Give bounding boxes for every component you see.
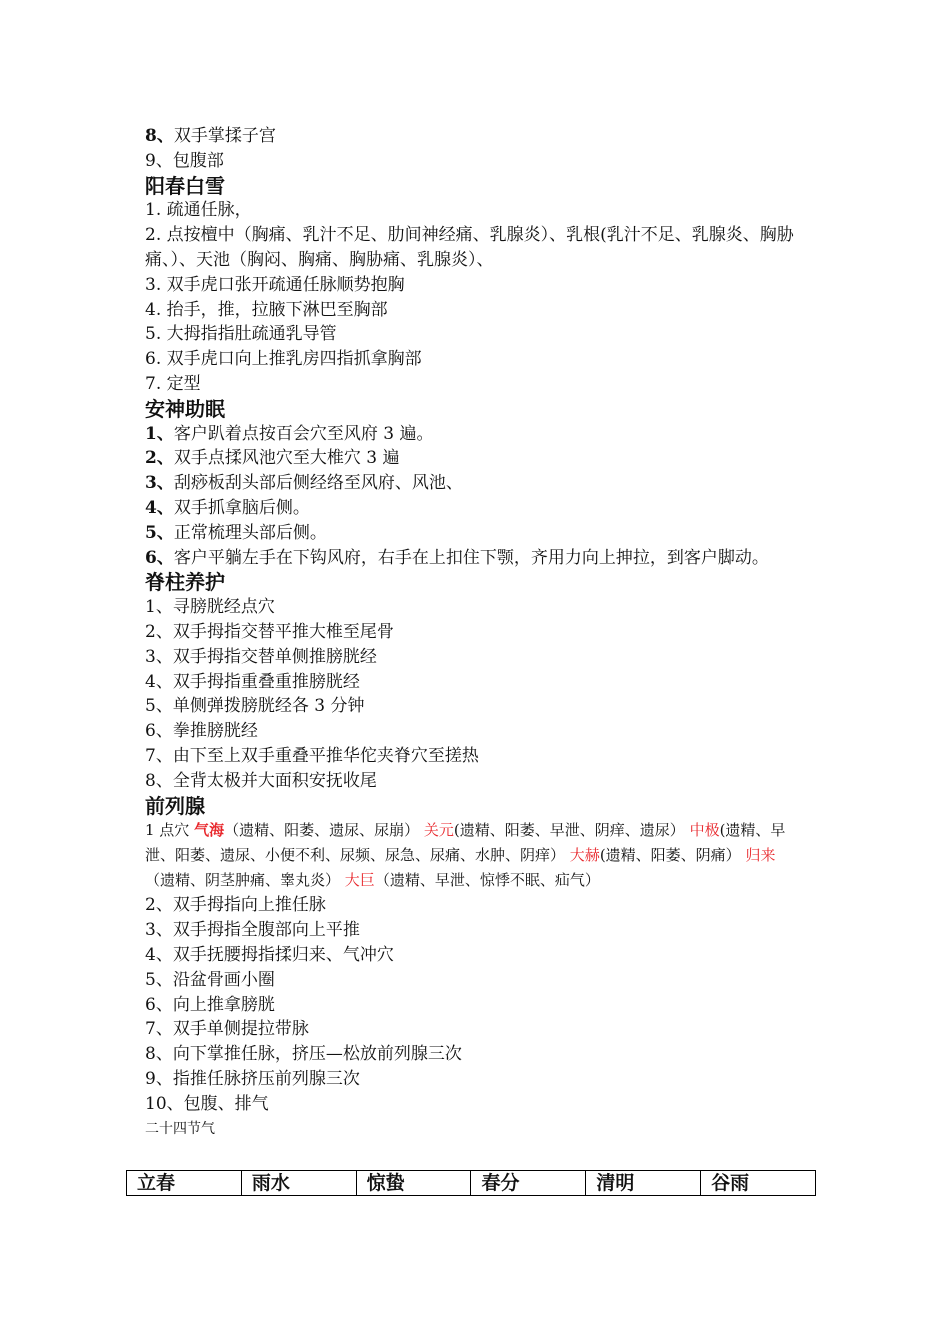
list-item: 2、双手拇指交替平推大椎至尾骨 xyxy=(145,621,394,642)
document-body xyxy=(145,124,805,1140)
acupoint-name: 中极 xyxy=(689,821,720,840)
list-item: 1. 疏通任脉， xyxy=(145,200,252,221)
solar-terms-label: 二十四节气 xyxy=(145,1121,215,1138)
list-item: 4、双手拇指重叠重推膀胱经 xyxy=(145,671,360,692)
list-item: 2、双手拇指向上推任脉 xyxy=(145,895,326,916)
section-title-jizhu: 脊柱养护 xyxy=(145,570,225,595)
list-item: 3、刮痧板刮头部后侧经络至风府、风池、 xyxy=(145,473,463,494)
list-item: 6、向上推拿膀胱 xyxy=(145,994,275,1015)
list-item: 6. 双手虎口向上推乳房四指抓拿胸部 xyxy=(145,349,422,370)
section-title-anshen: 安神助眠 xyxy=(145,396,225,421)
list-item: 4、双手抓拿脑后侧。 xyxy=(145,497,310,518)
list-item: 8、向下掌推任脉，挤压—松放前列腺三次 xyxy=(145,1044,462,1065)
acupoint-paragraph: 1 点穴 气海（遗精、阳萎、遗尿、尿崩） 关元(遗精、阳萎、早泄、阴痒、遗尿） 中极(遗精、早泄、阳萎、遗尿、小便不利、尿频、尿急、尿痛、水肿、阴痒） 大赫(遗精、阳萎、阴痛） 归来（遗精、阴茎肿痛、睾丸炎） 大巨（遗精、早泄、惊悸不眠、疝气） xyxy=(145,821,786,890)
list-item: 5. 大拇指指肚疏通乳导管 xyxy=(145,324,337,345)
table-cell: 惊蛰 xyxy=(356,1171,471,1196)
list-item: 4、双手抚腰拇指揉归来、气冲穴 xyxy=(145,944,394,965)
list-item: 8、全背太极并大面积安抚收尾 xyxy=(145,770,377,791)
list-item: 7、双手单侧提拉带脉 xyxy=(145,1019,309,1040)
list-item: 10、包腹、排气 xyxy=(145,1093,269,1114)
list-item: 1、寻膀胱经点穴 xyxy=(145,597,275,618)
list-item: 5、正常梳理头部后侧。 xyxy=(145,522,327,543)
list-item: 3. 双手虎口张开疏通任脉顺势抱胸 xyxy=(145,274,405,295)
list-item: 1、客户趴着点按百会穴至风府 3 遍。 xyxy=(145,423,434,444)
list-item: 9、指推任脉挤压前列腺三次 xyxy=(145,1068,360,1089)
section-title-yangchun: 阳春白雪 xyxy=(145,173,225,198)
table-cell: 立春 xyxy=(127,1171,242,1196)
table-cell: 春分 xyxy=(471,1171,586,1196)
section-title-qianlie: 前列腺 xyxy=(145,793,205,818)
list-item: 7、由下至上双手重叠平推华佗夹脊穴至搓热 xyxy=(145,745,479,766)
table-cell: 清明 xyxy=(586,1171,701,1196)
table-cell: 谷雨 xyxy=(701,1171,816,1196)
acupoint-name: 大巨 xyxy=(344,871,375,890)
list-item: 6、拳推膀胱经 xyxy=(145,721,258,742)
list-item: 2. 点按檀中（胸痛、乳汁不足、肋间神经痛、乳腺炎）、乳根(乳汁不足、乳腺炎、胸胁痛、）、天池（胸闷、胸痛、胸胁痛、乳腺炎）、 xyxy=(145,225,794,270)
table-cell: 雨水 xyxy=(241,1171,356,1196)
list-item: 3、双手拇指交替单侧推膀胱经 xyxy=(145,646,377,667)
solar-terms-table xyxy=(126,1170,816,1196)
list-item: 2、双手点揉风池穴至大椎穴 3 遍 xyxy=(145,448,400,469)
list-item: 6、客户平躺左手在下钩风府，右手在上扣住下颚，齐用力向上抻拉，到客户脚动。 xyxy=(145,547,769,568)
acupoint-name: 气海 xyxy=(194,821,225,840)
acupoint-name: 归来 xyxy=(745,846,776,865)
list-item: 3、双手拇指全腹部向上平推 xyxy=(145,920,360,941)
list-item: 4. 抬手，推，拉腋下淋巴至胸部 xyxy=(145,299,388,320)
list-item: 5、沿盆骨画小圈 xyxy=(145,969,275,990)
list-item: 9、包腹部 xyxy=(145,150,224,171)
acupoint-name: 大赫 xyxy=(569,846,600,865)
table-row xyxy=(127,1171,816,1196)
acupoint-name: 关元 xyxy=(423,821,454,840)
list-item: 8、双手掌揉子宫 xyxy=(145,126,276,146)
list-item: 7. 定型 xyxy=(145,373,201,394)
list-item: 5、单侧弹拨膀胱经各 3 分钟 xyxy=(145,696,365,717)
